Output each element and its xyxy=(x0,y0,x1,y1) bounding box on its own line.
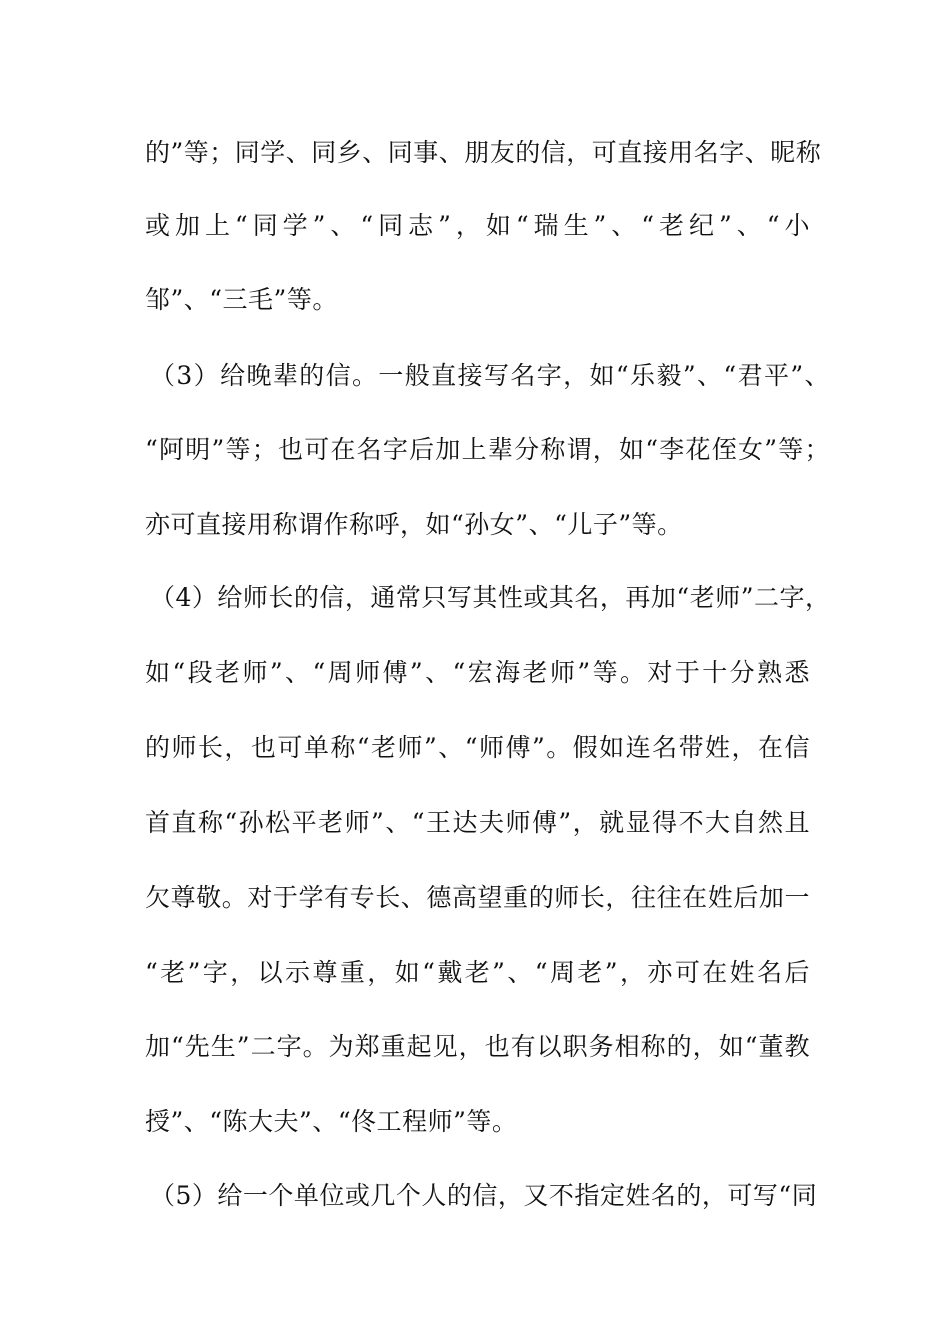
text-line: （4）给师长的信，通常只写其性或其名，再加“老师”二字， xyxy=(150,583,831,612)
text-line: 的”等；同学、同乡、同事、朋友的信，可直接用名字、昵称 xyxy=(145,138,822,167)
text-line: 授”、“陈大夫”、“佟工程师”等。 xyxy=(145,1107,518,1136)
text-line: 或加上“同学”、“同志”，如“瑞生”、“老纪”、“小 xyxy=(145,211,810,240)
text-line: 加“先生”二字。为郑重起见，也有以职务相称的，如“董教 xyxy=(145,1032,810,1061)
text-line: 首直称“孙松平老师”、“王达夫师傅”，就显得不大自然且 xyxy=(145,808,810,837)
text-line: （3）给晚辈的信。一般直接写名字，如“乐毅”、“君平”、 xyxy=(150,361,830,390)
text-line: 邹”、“三毛”等。 xyxy=(145,285,338,314)
text-line: “老”字，以示尊重，如“戴老”、“周老”，亦可在姓名后 xyxy=(145,958,810,987)
text-line: 亦可直接用称谓作称呼，如“孙女”、“儿子”等。 xyxy=(145,510,683,539)
text-line: 欠尊敬。对于学有专长、德高望重的师长，往往在姓后加一 xyxy=(145,883,810,912)
text-line: “阿明”等；也可在名字后加上辈分称谓，如“李花侄女”等； xyxy=(145,435,830,464)
text-line: 如“段老师”、“周师傅”、“宏海老师”等。对于十分熟悉 xyxy=(145,658,810,687)
text-line: 的师长，也可单称“老师”、“师傅”。假如连名带姓，在信 xyxy=(145,733,810,762)
text-line: （5）给一个单位或几个人的信，又不指定姓名的，可写“同 xyxy=(150,1181,818,1210)
